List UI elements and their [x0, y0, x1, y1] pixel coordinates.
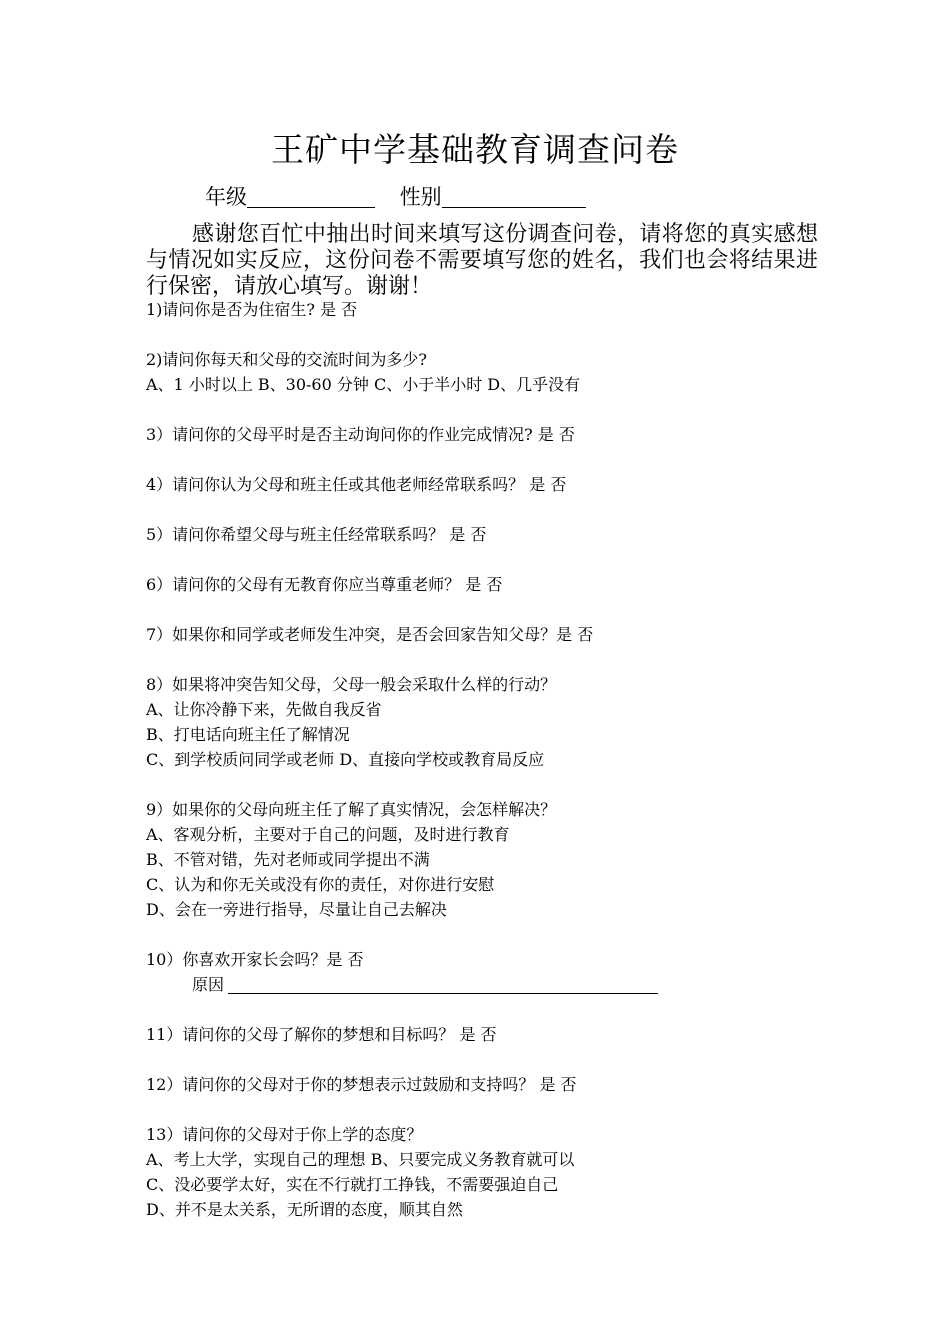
question-13-option-d: D、并不是太关系，无所谓的态度，顺其自然: [146, 1200, 463, 1219]
question-9-option-a: A、客观分析，主要对于自己的问题，及时进行教育: [146, 825, 510, 844]
intro-text: 感谢您百忙中抽出时间来填写这份调查问卷，请将您的真实感想与情况如实反应，这份问卷不需要填写您的姓名，我们也会将结果进行保密，请放心填写。谢谢！: [146, 222, 818, 299]
question-8: 8）如果将冲突告知父母，父母一般会采取什么样的行动？: [146, 675, 557, 694]
question-10: 10）你喜欢开家长会吗？是 否: [146, 950, 364, 969]
intro-paragraph: [146, 222, 818, 300]
question-10-reason: [146, 972, 826, 997]
reason-blank[interactable]: [228, 977, 658, 994]
question-1: 1)请问你是否为住宿生? 是 否: [146, 300, 358, 319]
grade-blank[interactable]: [247, 185, 375, 208]
question-list: [146, 297, 826, 1222]
question-8-option-cd: C、到学校质问同学或老师 D、直接向学校或教育局反应: [146, 750, 545, 769]
question-7: 7）如果你和同学或老师发生冲突，是否会回家告知父母？是 否: [146, 625, 594, 644]
question-13-option-c: C、没必要学太好，实在不行就打工挣钱，不需要强迫自己: [146, 1175, 559, 1194]
reason-label: 原因: [192, 975, 225, 994]
question-5: 5）请问你希望父母与班主任经常联系吗？ 是 否: [146, 525, 487, 544]
question-13-option-ab: A、考上大学，实现自己的理想 B、只要完成义务教育就可以: [146, 1150, 575, 1169]
question-9-option-c: C、认为和你无关或没有你的责任，对你进行安慰: [146, 875, 495, 894]
gender-blank[interactable]: [442, 185, 586, 208]
question-2-option: A、1 小时以上 B、30-60 分钟 C、小于半小时 D、几乎没有: [146, 375, 581, 394]
question-2: 2)请问你每天和父母的交流时间为多少?: [146, 350, 428, 369]
question-9: 9）如果你的父母向班主任了解了真实情况，会怎样解决？: [146, 800, 557, 819]
page-title: 王矿中学基础教育调查问卷: [271, 130, 679, 169]
question-11: 11）请问你的父母了解你的梦想和目标吗？ 是 否: [146, 1025, 497, 1044]
question-3: 3）请问你的父母平时是否主动询问你的作业完成情况? 是 否: [146, 425, 575, 444]
info-fields: [205, 182, 604, 212]
question-8-option-b: B、打电话向班主任了解情况: [146, 725, 350, 744]
question-8-option-a: A、让你冷静下来，先做自我反省: [146, 700, 382, 719]
question-12: 12）请问你的父母对于你的梦想表示过鼓励和支持吗？ 是 否: [146, 1075, 577, 1094]
gender-label: 性别: [399, 185, 442, 209]
question-6: 6）请问你的父母有无教育你应当尊重老师？ 是 否: [146, 575, 503, 594]
question-13: 13）请问你的父母对于你上学的态度？: [146, 1125, 423, 1144]
question-9-option-b: B、不管对错，先对老师或同学提出不满: [146, 850, 430, 869]
grade-label: 年级: [205, 185, 247, 209]
question-4: 4）请问你认为父母和班主任或其他老师经常联系吗？ 是 否: [146, 475, 567, 494]
question-9-option-d: D、会在一旁进行指导，尽量让自己去解决: [146, 900, 447, 919]
